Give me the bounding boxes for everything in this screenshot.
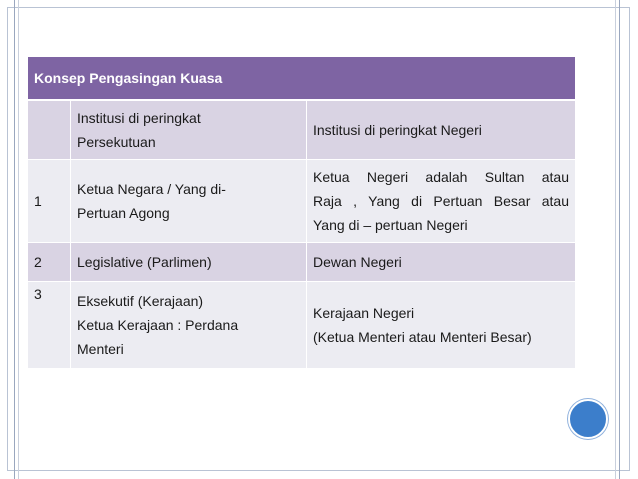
state-cell (307, 282, 576, 369)
cell-line: (Ketua Menteri atau Menteri Besar) (313, 329, 532, 345)
row-number: 1 (28, 160, 71, 243)
table-header: Konsep Pengasingan Kuasa (28, 57, 576, 101)
federal-cell (71, 282, 307, 369)
state-cell (307, 160, 576, 243)
frame-line-right (619, 0, 620, 479)
table-header-row (28, 57, 576, 101)
federal-cell (71, 100, 307, 160)
cell-line: Kerajaan Negeri (313, 305, 415, 321)
federal-cell (71, 243, 307, 282)
cell-line: Yang di – pertuan Negeri (313, 217, 468, 233)
cell-line: Persekutuan (77, 134, 156, 150)
cell-line: Institusi di peringkat (77, 110, 201, 126)
cell-line: Pertuan Agong (77, 205, 170, 221)
table-row (28, 100, 576, 160)
state-cell (307, 243, 576, 282)
cell-line: Ketua Negara / Yang di- (77, 181, 226, 197)
row-number: 2 (28, 243, 71, 282)
separation-of-powers-table (27, 56, 576, 369)
cell-line: Ketua Kerajaan : Perdana (77, 317, 239, 333)
cell-line: Dewan Negeri (313, 254, 402, 270)
cell-line: Eksekutif (Kerajaan) (77, 293, 204, 309)
cell-line: Menteri (77, 341, 124, 357)
row-number: 3 (28, 282, 71, 369)
frame-line-right-inner (615, 0, 616, 479)
cell-line: Institusi di peringkat Negeri (313, 122, 482, 138)
cell-line: Raja , Yang di Pertuan Besar atau (313, 193, 569, 209)
row-number (28, 100, 71, 160)
table-row (28, 282, 576, 369)
cell-line: Legislative (Parlimen) (77, 254, 212, 270)
decorative-circle-icon (568, 399, 608, 439)
state-cell (307, 100, 576, 160)
table-row (28, 243, 576, 282)
frame-line-left (14, 0, 15, 479)
frame-line-left-inner (18, 0, 19, 479)
cell-line: Ketua Negeri adalah Sultan atau (313, 169, 569, 185)
federal-cell (71, 160, 307, 243)
table-row (28, 160, 576, 243)
